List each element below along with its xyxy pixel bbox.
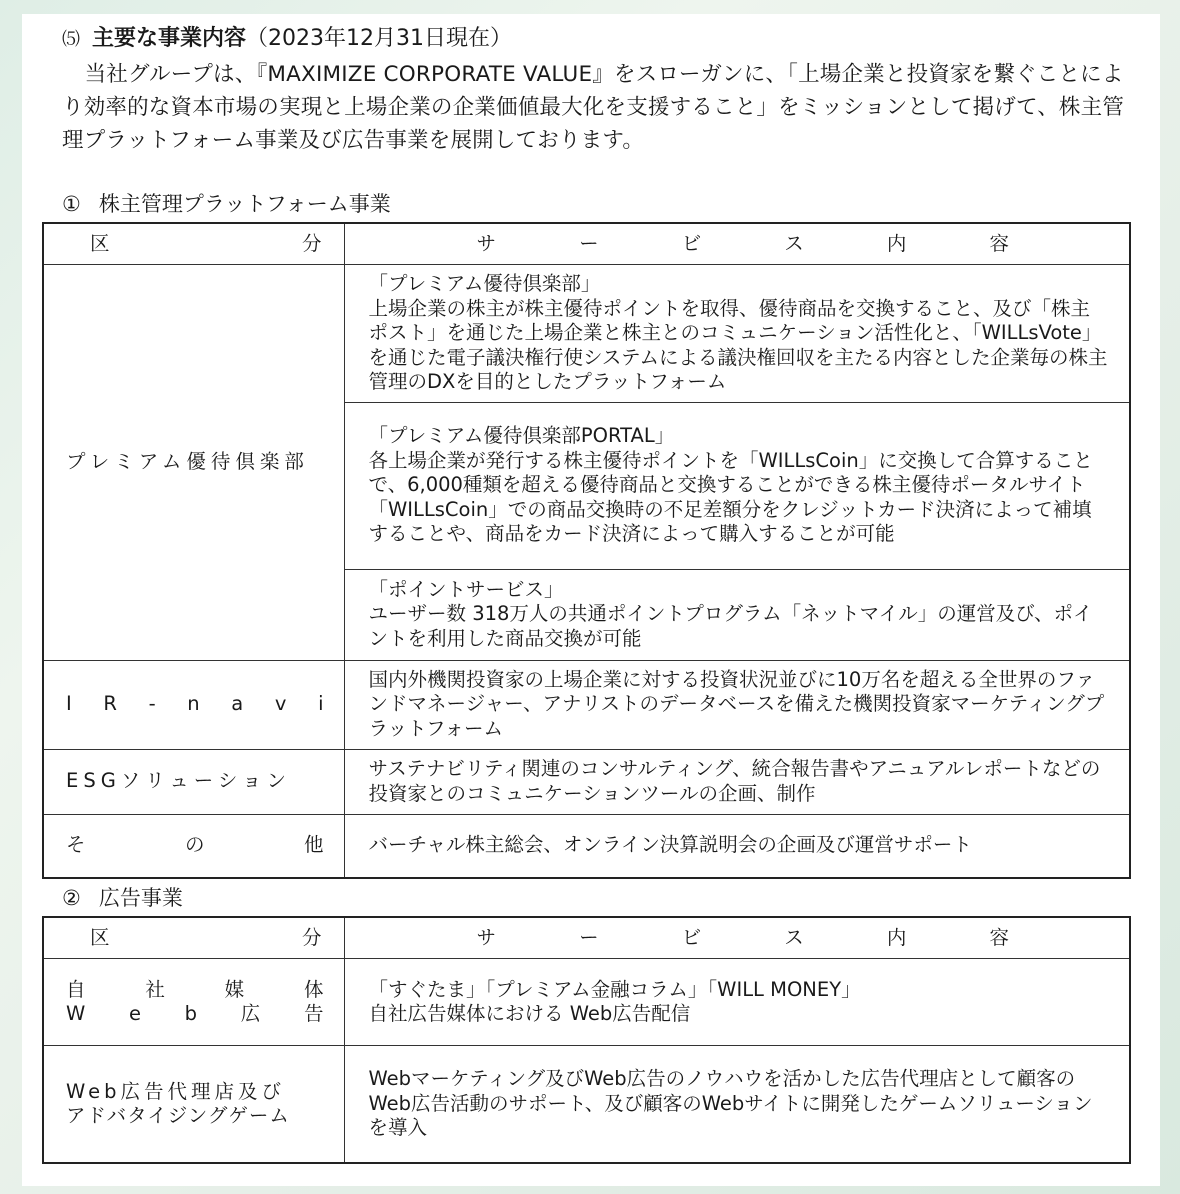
other-category-cell (43, 814, 344, 878)
irnavi-category: I R - n a v i (66, 692, 324, 716)
table2-header-row (43, 917, 1130, 959)
premium-portal-text: 各上場企業が発行する株主優待ポイントを「WILLsCoin」に交換して合算することで、6,000種類を超える優待商品と交換することができる株主優待ポータルサイト (368, 448, 1093, 497)
esg-category: ESGソリューション (66, 769, 291, 793)
table1-header-service: サ ー ビ ス 内 容 (344, 223, 1130, 265)
point-service-cell (344, 569, 1130, 660)
document-page (22, 14, 1160, 1186)
table1-header-category: 区 分 (43, 223, 344, 265)
agency-category-line2: アドバタイジングゲーム (66, 1104, 290, 1127)
other-text: バーチャル株主総会、オンライン決算説明会の企画及び運営サポート (368, 833, 972, 857)
agency-cell (344, 1046, 1130, 1164)
other-cell (344, 814, 1130, 878)
agency-category-line1: Web広告代理店及び (66, 1079, 286, 1103)
section-number: ⑸ (62, 29, 80, 50)
agency-text: Webマーケティング及びWeb広告のノウハウを活かした広告代理店として顧客のWeb広告活動のサポート、及び顧客のWebサイトに開発したゲームソリューションを導入 (368, 1067, 1093, 1140)
premium-portal-cell (344, 402, 1130, 569)
own-media-category-line2: W e b 広 告 (66, 1002, 324, 1025)
premium-club-text: 上場企業の株主が株主優待ポイントを取得、優待商品を交換すること、及び「株主ポスト」を通じた上場企業と株主とのコミュニケーション活性化と、「WILLsVote」を通じた電子議決権行使システムによる議決権回収を主たる内容とした企業毎の株主管理のDXを目的としたプラットフォーム (368, 296, 1108, 393)
section-title: 主要な事業内容 (92, 26, 247, 51)
table1-number: ① (62, 192, 81, 216)
own-media-category-cell (43, 959, 344, 1046)
intro-paragraph: 当社グループは、『MAXIMIZE CORPORATE VALUE』をスローガンに、「上場企業と投資家を繋ぐことにより効率的な資本市場の実現と上場企業の企業価値最大化を支援すること」をミッションとして掲げて、株主管理プラットフォーム事業及び広告事業を展開しております。 (62, 62, 1125, 153)
table2-number: ② (62, 886, 81, 910)
esg-cell (344, 749, 1130, 814)
section-date: （2023年12月31日現在） (246, 26, 512, 51)
table1-title (62, 190, 391, 218)
table2-title-text: 広告事業 (98, 886, 183, 910)
table-row (43, 749, 1130, 814)
table-row (43, 959, 1130, 1046)
other-category: そ の 他 (66, 833, 324, 857)
irnavi-text: 国内外機関投資家の上場企業に対する投資状況並びに10万名を超える全世界のファンドマネージャー、アナリストのデータベースを備えた機関投資家マーケティングプラットフォーム (368, 667, 1105, 740)
advertising-table (42, 916, 1131, 1164)
table2-header-service: サ ー ビ ス 内 容 (344, 917, 1130, 959)
premium-category: プレミアム優待倶楽部 (66, 450, 309, 473)
premium-club-title: 「プレミアム優待倶楽部」 (368, 272, 601, 295)
shareholder-platform-table (42, 222, 1131, 879)
premium-club-cell (344, 265, 1130, 403)
table1-header-row (43, 223, 1130, 265)
table1-title-text: 株主管理プラットフォーム事業 (98, 192, 391, 216)
point-service-title: 「ポイントサービス」 (368, 577, 564, 601)
table-row (43, 660, 1130, 749)
table2-header-category: 区 分 (43, 917, 344, 959)
own-media-title: 「すぐたま」「プレミアム金融コラム」「WILL MONEY」 (368, 977, 861, 1001)
table-row (43, 265, 1130, 403)
table-row (43, 814, 1130, 878)
premium-portal-title: 「プレミアム優待倶楽部PORTAL」 (368, 424, 675, 448)
own-media-cell (344, 959, 1130, 1046)
irnavi-cell (344, 660, 1130, 749)
table2-title (62, 884, 183, 912)
esg-category-cell (43, 749, 344, 814)
section-heading (62, 24, 512, 55)
own-media-text: 自社広告媒体における Web広告配信 (368, 1002, 691, 1025)
irnavi-category-cell (43, 660, 344, 749)
own-media-category-line1: 自 社 媒 体 (66, 977, 324, 1001)
premium-portal-text2: 「WILLsCoin」での商品交換時の不足差額分をクレジットカード決済によって補填することや、商品をカード決済によって購入することが可能 (368, 497, 1092, 546)
agency-category-cell (43, 1046, 344, 1164)
premium-category-cell (43, 265, 344, 661)
point-service-text: ユーザー数 318万人の共通ポイントプログラム「ネットマイル」の運営及び、ポイントを利用した商品交換が可能 (368, 602, 1093, 650)
esg-text: サステナビリティ関連のコンサルティング、統合報告書やアニュアルレポートなどの投資家とのコミュニケーションツールの企画、制作 (368, 757, 1101, 805)
table-row (43, 1046, 1130, 1164)
